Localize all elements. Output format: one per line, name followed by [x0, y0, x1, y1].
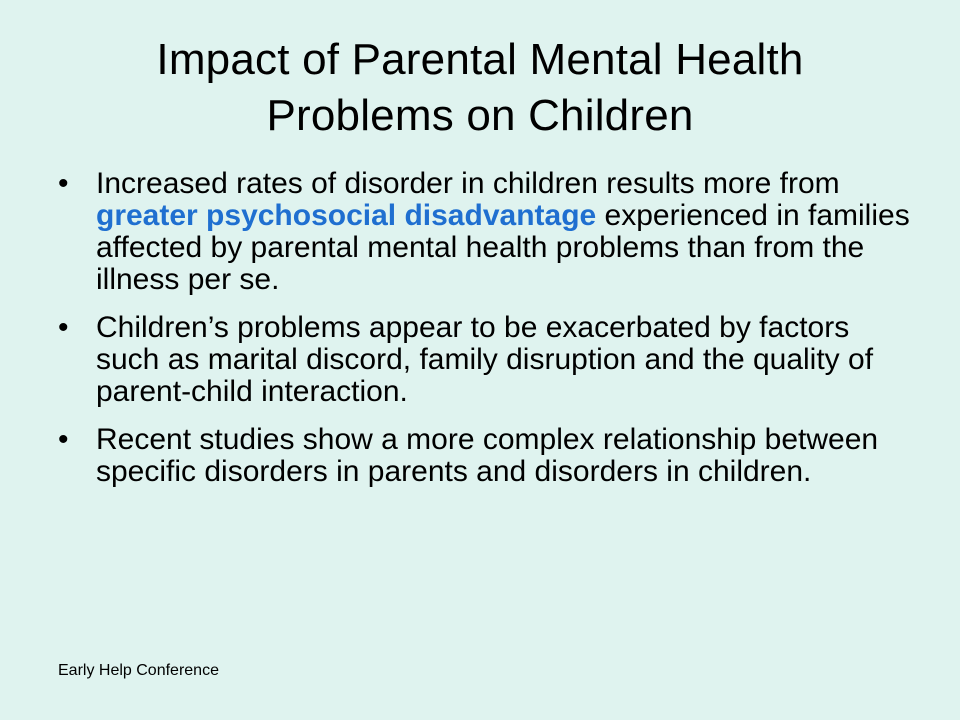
bullet-list [58, 168, 918, 504]
bullet-icon: • [58, 167, 69, 200]
bullet-1-highlight: greater psychosocial disadvantage [96, 199, 597, 232]
title-line-2: Problems on Children [266, 91, 694, 140]
bullet-icon: • [58, 423, 69, 456]
bullet-item-2 [58, 312, 918, 408]
footer-text: Early Help Conference [58, 662, 219, 679]
bullet-1-text-after: experienced in families affected by parental mental health problems than from the illness per se. [96, 199, 910, 296]
slide-title [48, 32, 912, 144]
bullet-2-text: Children’s problems appear to be exacerbated by factors such as marital discord, family disruption and the quality of parent-child interaction. [96, 311, 874, 408]
bullet-icon: • [58, 311, 69, 344]
bullet-item-3 [58, 424, 918, 488]
bullet-1-text-before: Increased rates of disorder in children results more from [96, 167, 840, 200]
bullet-3-text: Recent studies show a more complex relationship between specific disorders in parents and disorders in children. [96, 423, 879, 488]
title-line-1: Impact of Parental Mental Health [156, 35, 804, 84]
bullet-item-1 [58, 168, 918, 296]
